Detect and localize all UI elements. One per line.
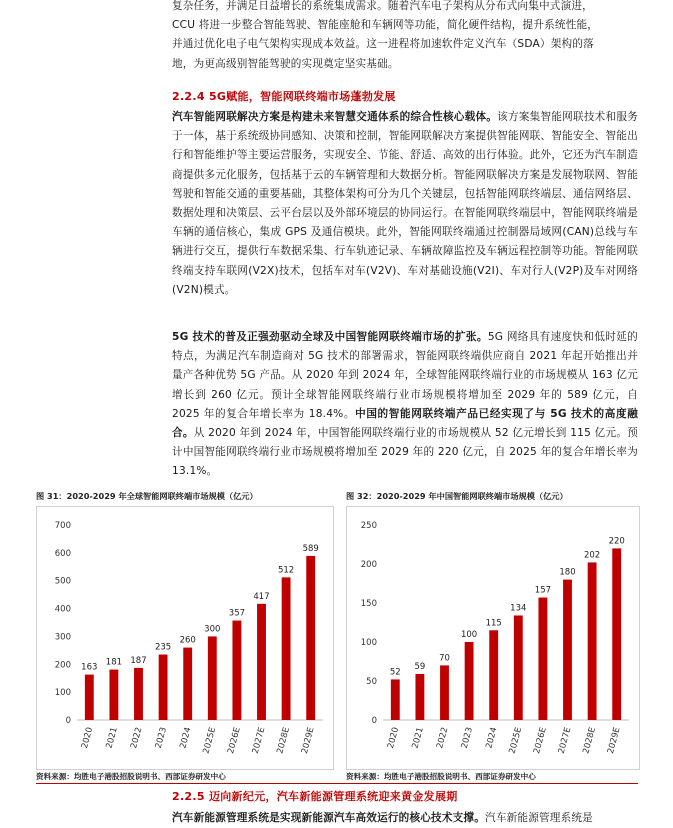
data-label: 52	[389, 667, 401, 678]
x-tick-label: 2029E	[605, 726, 623, 755]
bar	[134, 668, 143, 720]
data-label: 157	[534, 585, 552, 596]
x-tick-label: 2024	[484, 726, 500, 750]
x-tick-label: 2021	[410, 726, 426, 750]
paragraph-body-2: 从 2020 年到 2024 年，中国智能网联终端行业的市场规模从 52 亿元增长到 115 亿元。预计中国智能网联终端行业市场规模将增加至 2029 年的 220 亿元，自 2025 年的复合年增长率为 13.1%。	[172, 427, 638, 478]
data-label: 115	[485, 618, 502, 629]
y-tick-label: 300	[54, 632, 71, 643]
x-tick-label: 2020	[79, 726, 96, 750]
bar	[85, 675, 94, 720]
paragraph-lead-2: 中国的智能网联终端产品已经实现了与 5G 技术的高度融合。	[172, 407, 638, 440]
bar	[282, 577, 291, 720]
data-label: 512	[277, 565, 295, 576]
data-label: 589	[302, 543, 319, 554]
data-label: 260	[179, 635, 196, 646]
data-label: 134	[510, 603, 527, 614]
paragraph-lead: 5G 技术的普及正强劲驱动全球及中国智能网联终端市场的扩张。	[172, 331, 488, 343]
bar	[440, 665, 449, 720]
bar	[538, 598, 547, 720]
y-tick-label: 0	[371, 716, 377, 726]
section-heading-225: 2.2.5 迈向新纪元，汽车新能源管理系统迎来黄金发展期	[172, 790, 458, 803]
figure-31-source: 资料来源：均胜电子港股招股说明书、西部证券研发中心	[36, 772, 226, 781]
data-label: 59	[414, 661, 426, 672]
x-tick-label: 2020	[385, 726, 402, 750]
x-tick-label: 2026E	[226, 726, 243, 755]
y-tick-label: 400	[54, 604, 71, 615]
data-label: 180	[559, 567, 576, 578]
x-tick-label: 2028E	[275, 726, 292, 755]
bar	[109, 670, 118, 720]
bar	[159, 655, 168, 720]
x-tick-label: 2027E	[250, 726, 268, 755]
divider-line	[36, 783, 638, 784]
paragraph-body: 5G 网络具有速度快和低时延的特点，为满足汽车制造商对 5G 技术的部署需求，智能网联终端供应商自 2021 年起开始推出并量产各种优势 5G 产品。从 2020 年到 2024 年，全球智能网联终端行业的市场规模从 163 亿元增长到 260 亿元。预计全球智能网联终端行业市场规模将增加至 2029 年的 589 亿元，自 2025 年的复合年增长率为 18.4%。	[172, 331, 638, 420]
paragraph-5g-market	[172, 328, 638, 482]
x-tick-label: 2027E	[556, 726, 574, 755]
data-label: 163	[81, 662, 98, 673]
bar	[183, 648, 192, 720]
y-tick-label: 600	[54, 548, 71, 559]
y-tick-label: 250	[360, 521, 377, 531]
paragraph-body: 该方案集智能网联技术和服务于一体，基于系统级协同感知、决策和控制，智能网联解决方案提供智能网联、智能安全、智能出行和智能维护等主要运营服务，实现安全、节能、舒适、高效的出行体验。此外，它还为汽车制造商提供多元化服务，包括基于云的车辆管理和大数据分析。智能网联解决方案是发展物联网、智能驾驶和智能交通的重要基础，其整体架构可分为几个关键层，包括智能网联终端层、通信网络层、数据处理和决策层、云平台层以及外部环境层的协同运行。在智能网联终端层中，智能网联终端是车辆的通信核心，集成 GPS 及通信模块。此外，智能网联终端通过控制器局域网(CAN)总线与车辆进行交互，提供行车数据采集、行车轨迹记录、车辆故障监控及车辆远程控制等功能。智能网联终端支持车联网(V2X)技术，包括车对车(V2V)、车对基础设施(V2I)、车对行人(V2P)及车对网络(V2N)模式。	[172, 111, 638, 296]
bar	[391, 679, 400, 720]
bar	[465, 642, 474, 720]
x-tick-label: 2025E	[201, 726, 219, 755]
x-tick-label: 2022	[129, 726, 145, 750]
figure-32-chart	[347, 507, 639, 769]
y-tick-label: 500	[54, 576, 71, 587]
y-tick-label: 100	[360, 638, 377, 648]
data-label: 417	[253, 591, 270, 602]
y-tick-label: 0	[65, 716, 71, 726]
figure-31-title: 图 31：2020-2029 年全球智能网联终端市场规模（亿元）	[36, 491, 258, 501]
paragraph-lead: 汽车新能源管理系统是实现新能源汽车高效运行的核心技术支撑。	[172, 812, 486, 824]
y-tick-label: 200	[360, 560, 377, 570]
paragraph-body: 汽车新能源管理系统是	[485, 812, 593, 824]
bar	[489, 630, 498, 720]
figure-31-chart	[37, 507, 333, 769]
bar	[588, 562, 597, 720]
top-line: 并通过优化电子电气架构实现成本效益。这一进程将加速软件定义汽车（SDA）架构的落	[172, 38, 594, 51]
data-label: 70	[439, 653, 450, 664]
data-label: 220	[608, 536, 625, 547]
figure-31-frame	[36, 506, 334, 770]
paragraph-energy-management	[172, 809, 638, 828]
bar	[257, 604, 266, 720]
y-tick-label: 700	[54, 521, 71, 531]
y-tick-label: 150	[360, 599, 377, 609]
x-tick-label: 2023	[459, 726, 475, 750]
data-label: 357	[228, 608, 246, 619]
y-tick-label: 100	[54, 688, 71, 699]
x-tick-label: 2021	[104, 726, 120, 750]
bar	[415, 674, 424, 720]
figure-32-title: 图 32：2020-2029 年中国智能网联终端市场规模（亿元）	[346, 491, 568, 501]
y-tick-label: 50	[366, 677, 377, 687]
data-label: 100	[460, 630, 478, 640]
x-tick-label: 2028E	[581, 726, 598, 755]
bar	[208, 636, 217, 720]
bar	[612, 548, 621, 720]
data-label: 300	[204, 624, 221, 635]
bar	[232, 621, 241, 720]
figure-32-frame	[346, 506, 640, 770]
data-label: 181	[105, 657, 123, 668]
section-heading-224: 2.2.4 5G赋能，智能网联终端市场蓬勃发展	[172, 90, 396, 103]
top-line: CCU 将进一步整合智能驾驶、智能座舱和车辆网等功能，简化硬件结构，提升系统性能，	[172, 19, 599, 32]
bar	[563, 580, 572, 720]
x-tick-label: 2025E	[507, 726, 525, 755]
paragraph-connected-solutions	[172, 108, 638, 300]
bar	[514, 615, 523, 720]
top-line: 复杂任务，并满足日益增长的系统集成需求。随着汽车电子架构从分布式向集中式演进，	[172, 0, 593, 12]
figure-32-source: 资料来源：均胜电子港股招股说明书、西部证券研发中心	[346, 772, 536, 781]
data-label: 235	[154, 642, 172, 653]
x-tick-label: 2024	[178, 726, 194, 750]
bar	[306, 556, 315, 720]
data-label: 202	[583, 550, 601, 561]
top-line: 地，为更高级别智能驾驶的实现奠定坚实基础。	[172, 57, 399, 70]
y-tick-label: 200	[54, 660, 71, 671]
x-tick-label: 2026E	[532, 726, 549, 755]
paragraph-lead: 汽车智能网联解决方案是构建未来智慧交通体系的综合性核心载体。	[172, 111, 498, 123]
data-label: 187	[130, 655, 147, 666]
x-tick-label: 2022	[435, 726, 451, 750]
x-tick-label: 2023	[153, 726, 169, 750]
top-paragraph	[172, 0, 638, 74]
x-tick-label: 2029E	[299, 726, 317, 755]
